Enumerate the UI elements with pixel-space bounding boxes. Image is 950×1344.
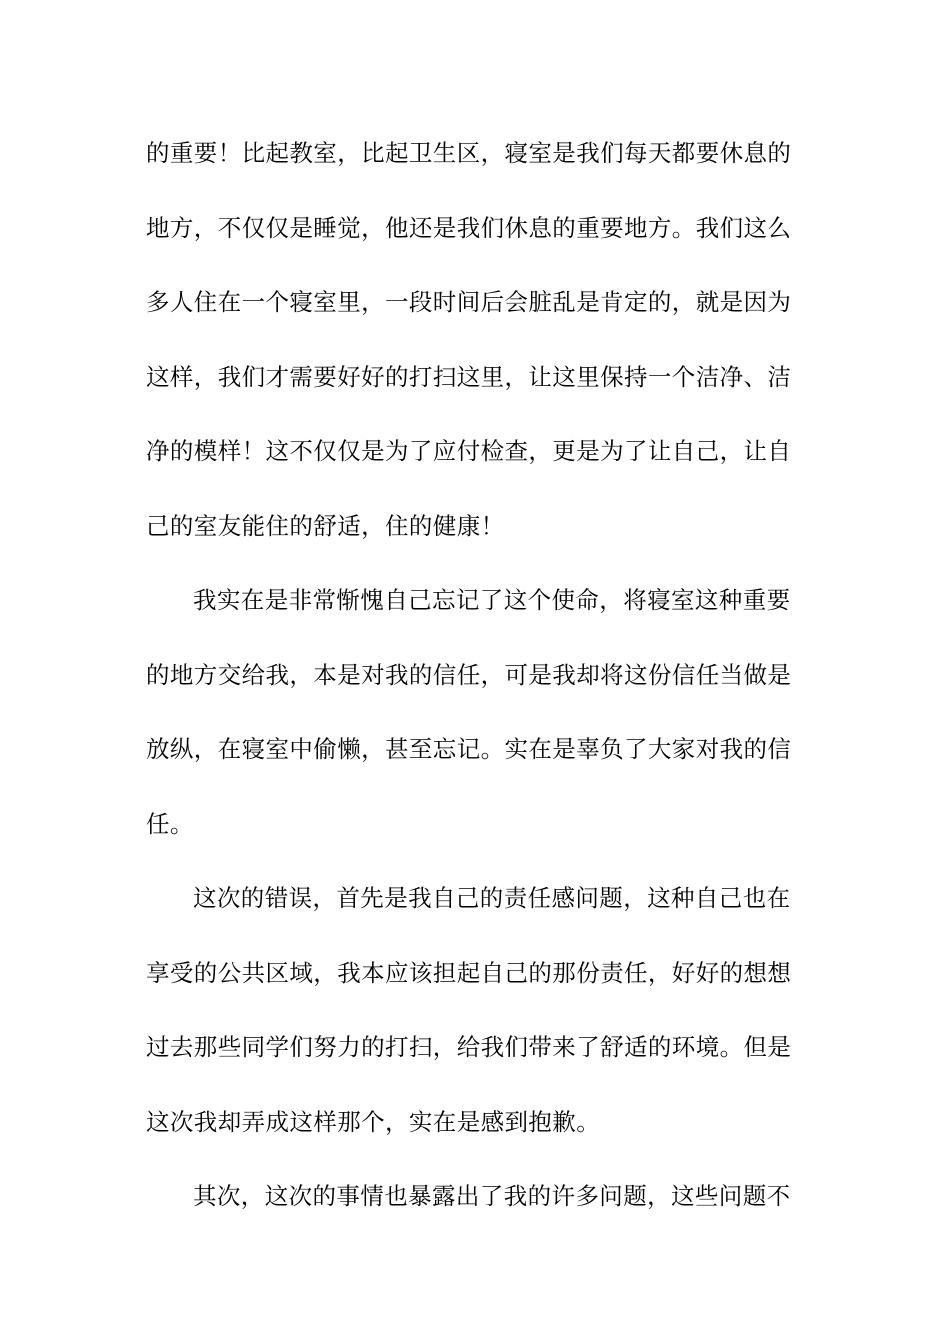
text-line: 的地方交给我，本是对我的信任，可是我却将这份信任当做是: [146, 660, 792, 689]
paragraph-first-line: 这次的错误，首先是我自己的责任感问题，这种自己也在: [193, 884, 791, 912]
text-line: 放纵，在寝室中偷懒，甚至忘记。实在是辜负了大家对我的信: [146, 735, 792, 763]
text-line: 多人住在一个寝室里，一段时间后会脏乱是肯定的，就是因为: [146, 288, 792, 316]
text-line: 这样，我们才需要好好的打扫这里，让这里保持一个洁净、洁: [146, 362, 792, 391]
text-line: 这次我却弄成这样那个，实在是感到抱歉。: [146, 1107, 601, 1136]
text-line: 地方，不仅仅是睡觉，他还是我们休息的重要地方。我们这么: [146, 213, 792, 242]
text-line: 过去那些同学们努力的打扫，给我们带来了舒适的环境。但是: [146, 1033, 792, 1061]
text-line: 享受的公共区域，我本应该担起自己的那份责任，好好的想想: [146, 958, 792, 987]
document-body: [146, 116, 806, 1234]
paragraph-first-line: 我实在是非常惭愧自己忘记了这个使命，将寝室这种重要: [193, 586, 791, 614]
text-line: 任。: [146, 809, 194, 838]
text-line: 净的模样！这不仅仅是为了应付检查，更是为了让自己，让自: [146, 437, 792, 465]
text-line: 己的室友能住的舒适，住的健康！: [146, 511, 505, 540]
text-line: 的重要！比起教室，比起卫生区，寝室是我们每天都要休息的: [146, 139, 792, 167]
paragraph-first-line: 其次，这次的事情也暴露出了我的许多问题，这些问题不: [193, 1182, 791, 1210]
